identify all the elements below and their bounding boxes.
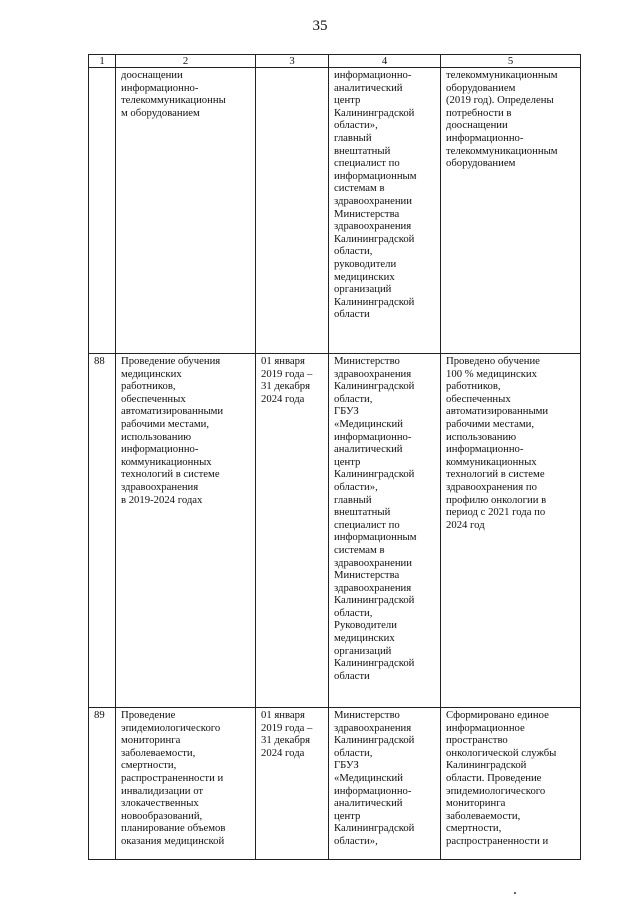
- row-number: 88: [89, 354, 116, 708]
- result-cell: Сформировано единое информационное пространство онкологической службы Калининградской области. Проведение эпидемиологического мониторинга заболеваемости, смертности, распространенности и: [441, 708, 581, 860]
- responsible-cell: Министерство здравоохранения Калининградской области, ГБУЗ «Медицинский информационно- аналитический центр Калининградской области»,: [329, 708, 441, 860]
- row-number: [89, 68, 116, 354]
- table-row: [89, 354, 581, 708]
- column-number: 2: [116, 55, 256, 68]
- column-number-row: [89, 55, 581, 68]
- event-cell: дооснащении информационно- телекоммуникационны м оборудованием: [116, 68, 256, 354]
- column-number: 3: [256, 55, 329, 68]
- result-cell: Проведено обучение 100 % медицинских работников, обеспеченных автоматизированными рабочими местами, использованию информационно- коммуникационных технологий в системе здравоохранения по профилю онкологии в период с 2021 года по 2024 год: [441, 354, 581, 708]
- period-cell: 01 января 2019 года – 31 декабря 2024 года: [256, 708, 329, 860]
- event-cell: Проведение обучения медицинских работников, обеспеченных автоматизированными рабочими местами, использованию информационно- коммуникационных технологий в системе здравоохранения в 2019-2024 годах: [116, 354, 256, 708]
- event-cell: Проведение эпидемиологического мониторинга заболеваемости, смертности, распространенности и инвалидизации от злокачественных новообразований, планирование объемов оказания медицинской: [116, 708, 256, 860]
- measures-table: [88, 54, 581, 860]
- table-row: [89, 708, 581, 860]
- table-row: [89, 68, 581, 354]
- column-number: 1: [89, 55, 116, 68]
- period-cell: 01 января 2019 года – 31 декабря 2024 года: [256, 354, 329, 708]
- scan-speck: [514, 892, 516, 894]
- page-number: 35: [312, 18, 328, 34]
- row-number: 89: [89, 708, 116, 860]
- result-cell: телекоммуникационным оборудованием (2019 год). Определены потребности в дооснащении информационно- телекоммуникационным оборудованием: [441, 68, 581, 354]
- period-cell: [256, 68, 329, 354]
- responsible-cell: информационно- аналитический центр Калининградской области», главный внештатный специалист по информационным системам в здравоохранении Министерства здравоохранения Калининградской области, руководители медицинских организаций Калининградской области: [329, 68, 441, 354]
- column-number: 5: [441, 55, 581, 68]
- responsible-cell: Министерство здравоохранения Калининградской области, ГБУЗ «Медицинский информационно- аналитический центр Калининградской области», главный внештатный специалист по информационным системам в здравоохранении Министерства здравоохранения Калининградской области, Руководители медицинских организаций Калининградской области: [329, 354, 441, 708]
- column-number: 4: [329, 55, 441, 68]
